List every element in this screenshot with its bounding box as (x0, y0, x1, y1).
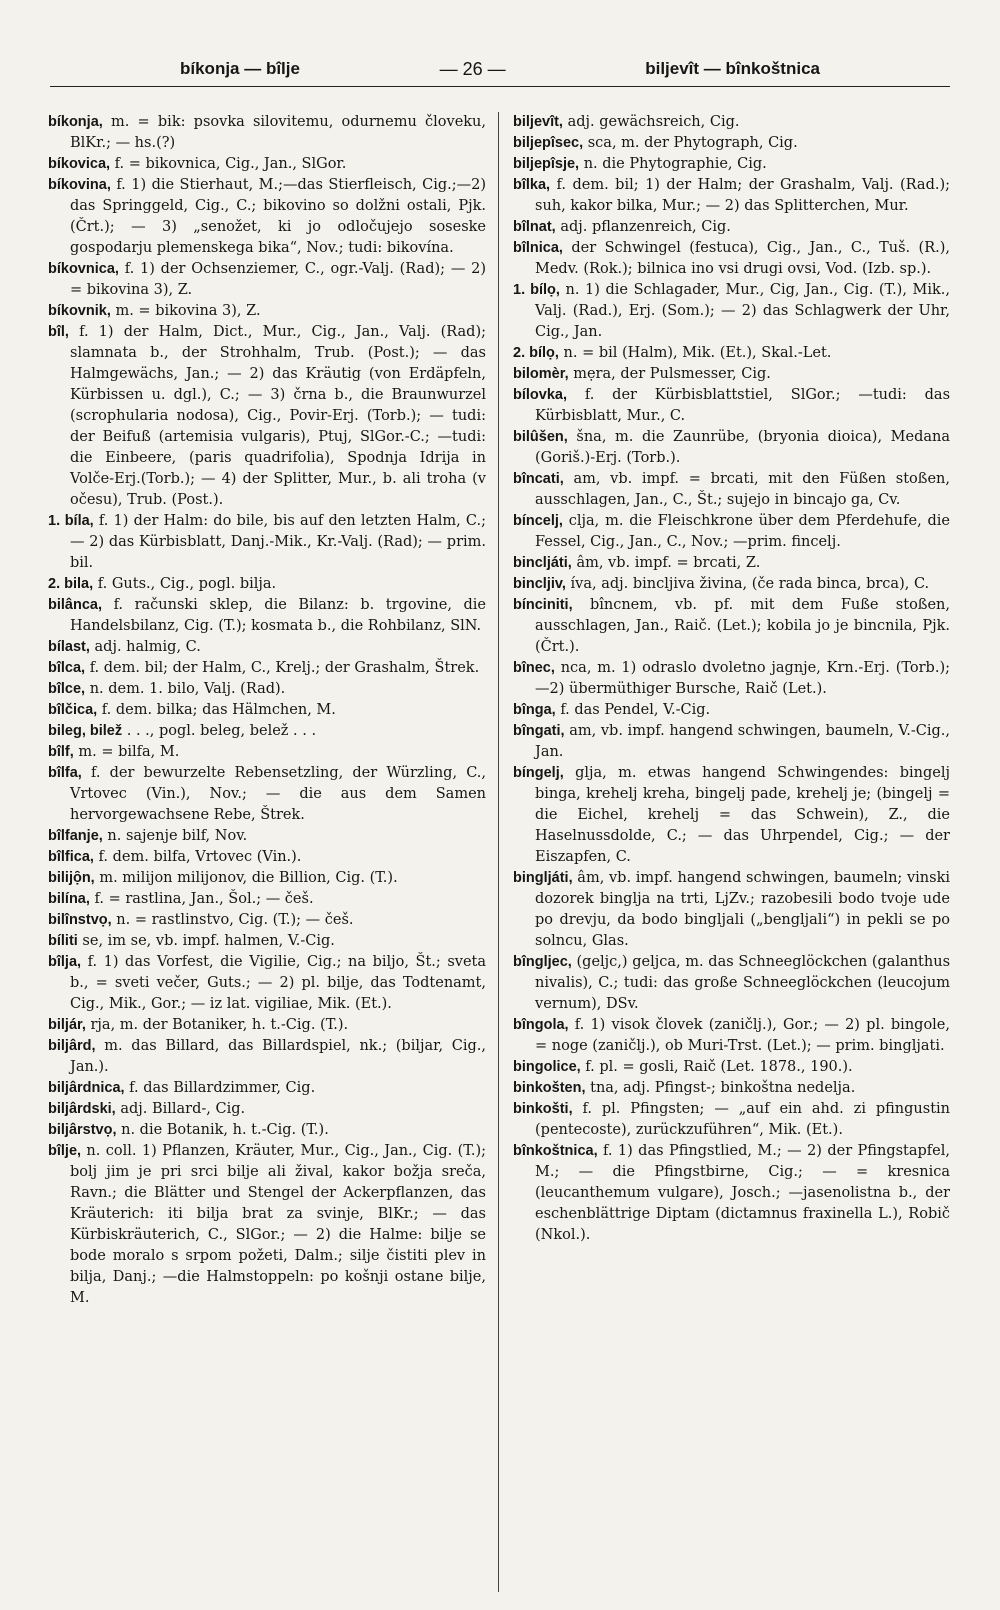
entry-definition: f. Guts., Cig., pogl. bilja. (97, 576, 277, 592)
dictionary-entry (48, 847, 486, 868)
entry-definition: adj. pflanzenreich, Cig. (560, 219, 731, 235)
entry-definition: mẹra, der Pulsmesser, Cig. (573, 366, 771, 382)
dictionary-entry (48, 742, 486, 763)
entry-headword: bíkovina, (48, 177, 111, 193)
entry-definition: f. 1) das Pfingstlied, M.; — 2) der Pfingstapfel, M.; — die Pfingstbirne, Cig.; — = kresnica (leucanthemum vulgare), Josch.; —jasenolistna b., der eschenblättrige Diptam (dictamnus fraxinella L.), Robič (Nkol.). (535, 1143, 950, 1243)
entry-definition: adj. gewächsreich, Cig. (567, 114, 740, 130)
entry-headword: 2. bílọ, (513, 345, 559, 361)
dictionary-entry (48, 1078, 486, 1099)
dictionary-entry (513, 1015, 950, 1057)
dictionary-entry (513, 1078, 950, 1099)
entry-definition: n. die Botanik, h. t.-Cig. (T.). (121, 1122, 329, 1138)
text-columns (48, 112, 950, 1592)
entry-definition: f. računski sklep, die Bilanz: b. trgovine, die Handelsbilanz, Cig. (T.); kosmata b., die Rohbilanz, SlN. (70, 597, 486, 634)
entry-definition: âm, vb. impf. hangend schwingen, baumeln; vinski dozorek binglja na trti, LjZv.; razobesili bodo tvoje ude po drevju, da bodo bingljali („bengljali“) in pekli se po solncu, Glas. (535, 870, 950, 949)
entry-definition: f. das Billardzimmer, Cig. (129, 1080, 316, 1096)
entry-headword: bîncati, (513, 471, 564, 487)
entry-headword: biljepîsec, (513, 135, 584, 151)
dictionary-entry (513, 154, 950, 175)
dictionary-entry (513, 574, 950, 595)
entry-headword: bîlčica, (48, 702, 98, 718)
entry-definition: tna, adj. Pfingst-; binkoštna nedelja. (590, 1080, 856, 1096)
entry-definition: glja, m. etwas hangend Schwingendes: bingelj binga, krehelj kreha, bingelj pade, krehelj je; (bingelj = die Eichel, krehelj = das Schwein), Z., die Haselnussdolde, C.; — das Uhrpendel, Cig.; — der Eiszapfen, C. (535, 765, 950, 865)
dictionary-entry (48, 112, 486, 154)
entry-headword: bincljiv, (513, 576, 566, 592)
entry-headword: bîlca, (48, 660, 86, 676)
dictionary-entry (48, 658, 486, 679)
dictionary-entry (513, 952, 950, 1015)
header-right-guide-words: biljevît — bînkoštnica (645, 59, 820, 78)
entry-headword: binkošti, (513, 1101, 573, 1117)
entry-headword: 1. bílọ, (513, 282, 560, 298)
entry-headword: bílast, (48, 639, 90, 655)
dictionary-entry (48, 826, 486, 847)
entry-definition: f. 1) der Halm, Dict., Mur., Cig., Jan., Valj. (Rad); slamnata b., der Strohhalm, Trub. (Post.); — das Halmgewächs, Jan.; — 2) das Kräutig (von Erdäpfeln, Kürbissen u. dgl.), C.; — 3) črna b., die Braunwurzel (scrophularia nodosa), Cig., Povir-Erj. (Torb.); — tudi: der Beifuß (artemisia vulgaris), Ptuj, SlGor.-C.; —tudi: die Einbeere, (paris quadrifolia), Spodnja Idrija in Volče-Erj.(Torb.); — 4) der Splitter, Mur., b. ali troha (v očesu), Trub. (Post.). (70, 324, 487, 508)
entry-definition: f. pl. Pfingsten; — „auf ein ahd. zi pfingustin (pentecoste), zurückzuführen“, Mik. (Et.). (535, 1101, 950, 1138)
dictionary-entry (48, 868, 486, 889)
dictionary-entry (513, 1099, 950, 1141)
entry-headword: bînkoštnica, (513, 1143, 598, 1159)
entry-headword: bînec, (513, 660, 555, 676)
dictionary-entry (48, 511, 486, 574)
entry-headword: 1. bíla, (48, 513, 94, 529)
dictionary-entry (48, 301, 486, 322)
dictionary-entry (48, 931, 486, 952)
entry-headword: bîlje, (48, 1143, 82, 1159)
entry-headword: bílovka, (513, 387, 567, 403)
entry-definition: f. 1) der Halm: do bile, bis auf den letzten Halm, C.; — 2) das Kürbisblatt, Danj.-Mik., Kr.-Valj. (Rad); — prim. bil. (70, 513, 487, 571)
entry-headword: biljârdski, (48, 1101, 116, 1117)
dictionary-entry (48, 952, 486, 1015)
entry-headword: bilína, (48, 891, 90, 907)
entry-headword: bîlce, (48, 681, 86, 697)
entry-definition: f. = rastlina, Jan., Šol.; — češ. (94, 891, 314, 907)
entry-headword: bilijọ̑n, (48, 870, 95, 886)
entry-definition: m. das Billard, das Billardspiel, nk.; (biljar, Cig., Jan.). (70, 1038, 486, 1075)
entry-headword: bîngati, (513, 723, 565, 739)
entry-headword: bîlnat, (513, 219, 556, 235)
entry-headword: bîlfa, (48, 765, 82, 781)
header-left-guide-words: bíkonja — bîlje (180, 59, 300, 78)
page-header (50, 52, 950, 87)
entry-definition: adj. halmig, C. (94, 639, 201, 655)
entry-headword: bîlja, (48, 954, 82, 970)
dictionary-entry (48, 154, 486, 175)
dictionary-entry (513, 385, 950, 427)
entry-definition: (gelјc,) geljca, m. das Schneeglöckchen (galanthus nivalis), C.; tudi: das große Schneeglöckchen (leucojum vernum), DSv. (535, 954, 950, 1012)
dictionary-entry (48, 1120, 486, 1141)
entry-definition: f. dem. bil; der Halm, C., Krelj.; der Grashalm, Štrek. (89, 660, 480, 676)
dictionary-entry (513, 427, 950, 469)
entry-definition: f. dem. bil; 1) der Halm; der Grashalm, Valj. (Rad.); suh, kakor bilka, Mur.; — 2) das Splitterchen, Mur. (535, 177, 950, 214)
dictionary-entry (513, 217, 950, 238)
entry-headword: bîlka, (513, 177, 551, 193)
dictionary-entry (48, 889, 486, 910)
entry-definition: f. der Kürbisblattstiel, SlGor.; —tudi: das Kürbisblatt, Mur., C. (535, 387, 950, 424)
dictionary-entry (48, 910, 486, 931)
entry-headword: biljepîsje, (513, 156, 580, 172)
entry-definition: f. 1) das Vorfest, die Vigilie, Cig.; na biljo, Št.; sveta b., = sveti večer, Guts.; — 2) pl. bilje, das Todtenamt, Cig., Mik., Gor.; — iz lat. vigiliae, Mik. (Et.). (70, 954, 487, 1012)
entry-headword: bilomèr, (513, 366, 569, 382)
entry-headword: bíngelj, (513, 765, 564, 781)
entry-headword: bilânca, (48, 597, 102, 613)
entry-headword: bîl, (48, 324, 69, 340)
dictionary-entry (513, 469, 950, 511)
dictionary-entry (513, 658, 950, 700)
entry-definition: f. dem. bilka; das Hälmchen, M. (101, 702, 336, 718)
dictionary-entry (513, 133, 950, 154)
entry-definition: se, im se, vb. impf. halmen, V.-Cig. (82, 933, 335, 949)
dictionary-entry (513, 343, 950, 364)
dictionary-entry (513, 175, 950, 217)
entry-headword: bíncelj, (513, 513, 563, 529)
dictionary-entry (48, 595, 486, 637)
entry-headword: bîlnica, (513, 240, 563, 256)
entry-headword: bîngola, (513, 1017, 569, 1033)
right-column (499, 112, 950, 1592)
entry-definition: f. 1) der Ochsenziemer, C., ogr.-Valj. (Rad); — 2) = bikovina 3), Z. (70, 261, 487, 298)
entry-definition: . . ., pogl. beleg, belež . . . (126, 723, 317, 739)
entry-definition: nca, m. 1) odraslo dvoletno jagnje, Krn.-Erj. (Torb.); —2) übermüthiger Bursche, Raič (Let.). (535, 660, 950, 697)
dictionary-entry (513, 1141, 950, 1246)
entry-definition: n. coll. 1) Pflanzen, Kräuter, Mur., Cig., Jan., Cig. (T.); bolj jim je pri srci bilje ali žival, kakor božja sreča, Ravn.; die Blätter und Stengel der Ackerpflanzen, das Kräuterich: iti bilja brat za svinje, BlKr.; — das Kürbiskräuterich, C., SlGor.; — 2) die Halme: bilje se bode moralo s srpom požeti, Dalm.; silje čistiti plev in bilja, Danj.; —die Halmstoppeln: po košnji ostane bilje, M. (70, 1143, 486, 1306)
entry-definition: m. milijon milijonov, die Billion, Cig. (T.). (99, 870, 398, 886)
entry-definition: m. = bilfa, M. (78, 744, 180, 760)
entry-definition: am, vb. impf. hangend schwingen, baumeln, V.-Cig., Jan. (535, 723, 950, 760)
dictionary-entry (48, 1099, 486, 1120)
dictionary-entry (48, 322, 486, 511)
entry-headword: bíkovica, (48, 156, 111, 172)
entry-definition: n. 1) die Schlagader, Mur., Cig, Jan., Cig. (T.), Mik., Valj. (Rad.), Erj. (Som.); — 2) das Schlagwerk der Uhr, Cig., Jan. (535, 282, 950, 340)
entry-headword: bínciniti, (513, 597, 573, 613)
dictionary-entry (48, 721, 486, 742)
dictionary-entry (513, 763, 950, 868)
entry-headword: binkošten, (513, 1080, 586, 1096)
entry-definition: adj. Billard-, Cig. (120, 1101, 246, 1117)
entry-definition: n. sajenje bilf, Nov. (107, 828, 248, 844)
dictionary-entry (48, 763, 486, 826)
entry-headword: bíliti (48, 933, 78, 949)
dictionary-entry (48, 259, 486, 301)
entry-definition: f. das Pendel, V.-Cig. (560, 702, 711, 718)
dictionary-entry (48, 700, 486, 721)
entry-definition: sca, m. der Phytograph, Cig. (587, 135, 798, 151)
entry-definition: f. dem. bilfa, Vrtovec (Vin.). (98, 849, 302, 865)
dictionary-entry (513, 1057, 950, 1078)
entry-definition: f. 1) visok človek (zaničlj.), Gor.; — 2) pl. bingole, = noge (zaničlj.), ob Muri-Trst. (Let.); — prim. bingljati. (535, 1017, 950, 1054)
entry-definition: šna, m. die Zaunrübe, (bryonia dioica), Medana (Goriš.)-Erj. (Torb.). (535, 429, 950, 466)
entry-headword: bíkonja, (48, 114, 103, 130)
entry-headword: bileg, bilež (48, 723, 123, 739)
entry-definition: rja, m. der Botaniker, h. t.-Cig. (T.). (90, 1017, 349, 1033)
entry-headword: bilînstvọ, (48, 912, 112, 928)
dictionary-entry (513, 595, 950, 658)
entry-definition: am, vb. impf. = brcati, mit den Füßen stoßen, ausschlagen, Jan., C., Št.; sujejo in bincajo ga, Cv. (535, 471, 950, 508)
entry-headword: bînga, (513, 702, 556, 718)
entry-headword: bînglјec, (513, 954, 572, 970)
dictionary-entry (48, 574, 486, 595)
dictionary-entry (48, 1141, 486, 1309)
entry-definition: f. = bikovnica, Cig., Jan., SlGor. (114, 156, 347, 172)
entry-definition: f. der bewurzelte Rebensetzling, der Würzling, C., Vrtovec (Vin.), Nov.; — die aus dem Samen hervorgewachsene Rebe, Štrek. (70, 765, 487, 823)
dictionary-entry (48, 1015, 486, 1036)
entry-headword: biljârd, (48, 1038, 96, 1054)
entry-definition: m. = bikovina 3), Z. (115, 303, 261, 319)
entry-definition: íva, adj. bincljiva živina, (če rada binca, brca), C. (570, 576, 930, 592)
entry-headword: bincljáti, (513, 555, 572, 571)
entry-definition: n. die Phytographie, Cig. (583, 156, 767, 172)
page-number: — 26 — (439, 58, 506, 79)
dictionary-entry (513, 112, 950, 133)
entry-headword: bingolice, (513, 1059, 581, 1075)
dictionary-entry (513, 553, 950, 574)
entry-definition: n. dem. 1. bilo, Valj. (Rad). (89, 681, 286, 697)
entry-headword: biljârstvọ, (48, 1122, 117, 1138)
entry-headword: biljevît, (513, 114, 563, 130)
entry-headword: bíkovnica, (48, 261, 119, 277)
entry-definition: der Schwingel (festuca), Cig., Jan., C., Tuš. (R.), Medv. (Rok.); bilnica ino vsi drugi ovsi, Vod. (Izb. sp.). (535, 240, 950, 277)
entry-headword: 2. bila, (48, 576, 94, 592)
dictionary-entry (48, 1036, 486, 1078)
entry-definition: m. = bik: psovka silovitemu, odurnemu človeku, BlKr.; — hs.(?) (70, 114, 487, 151)
dictionary-entry (48, 679, 486, 700)
dictionary-entry (48, 637, 486, 658)
entry-definition: f. 1) die Stierhaut, M.;—das Stierfleisch, Cig.;—2) das Springgeld, Cig., C.; bikovino so dolžni ostali, Pjk. (Črt.); — 3) „senožet, ki jo odločujejo soseske gospodarju plemenskega bika“, Nov.; tudi: bikovína. (70, 177, 487, 256)
entry-headword: bîlf, (48, 744, 74, 760)
dictionary-entry (48, 175, 486, 259)
dictionary-entry (513, 511, 950, 553)
entry-definition: bîncnem, vb. pf. mit dem Fuße stoßen, ausschlagen, Jan., Raič. (Let.); kobila jo je bincnila, Pjk. (Črt.). (535, 597, 950, 655)
entry-definition: f. pl. = gosli, Raič (Let. 1878., 190.). (585, 1059, 853, 1075)
left-column (48, 112, 499, 1592)
entry-definition: clja, m. die Fleischkrone über dem Pferdehufe, die Fessel, Cig., Jan., C., Nov.; —prim. fincelj. (535, 513, 950, 550)
entry-headword: bingljáti, (513, 870, 573, 886)
entry-headword: biljár, (48, 1017, 86, 1033)
entry-headword: bilûšen, (513, 429, 568, 445)
entry-headword: biljârdnica, (48, 1080, 125, 1096)
entry-definition: âm, vb. impf. = brcati, Z. (576, 555, 761, 571)
dictionary-entry (513, 364, 950, 385)
dictionary-entry (513, 868, 950, 952)
entry-headword: bíkovnik, (48, 303, 111, 319)
entry-headword: bîlfanje, (48, 828, 103, 844)
dictionary-entry (513, 700, 950, 721)
entry-definition: n. = bil (Halm), Mik. (Et.), Skal.-Let. (563, 345, 832, 361)
dictionary-entry (513, 280, 950, 343)
entry-definition: n. = rastlinstvo, Cig. (T.); — češ. (116, 912, 354, 928)
entry-headword: bîlfica, (48, 849, 94, 865)
dictionary-entry (513, 721, 950, 763)
dictionary-entry (513, 238, 950, 280)
